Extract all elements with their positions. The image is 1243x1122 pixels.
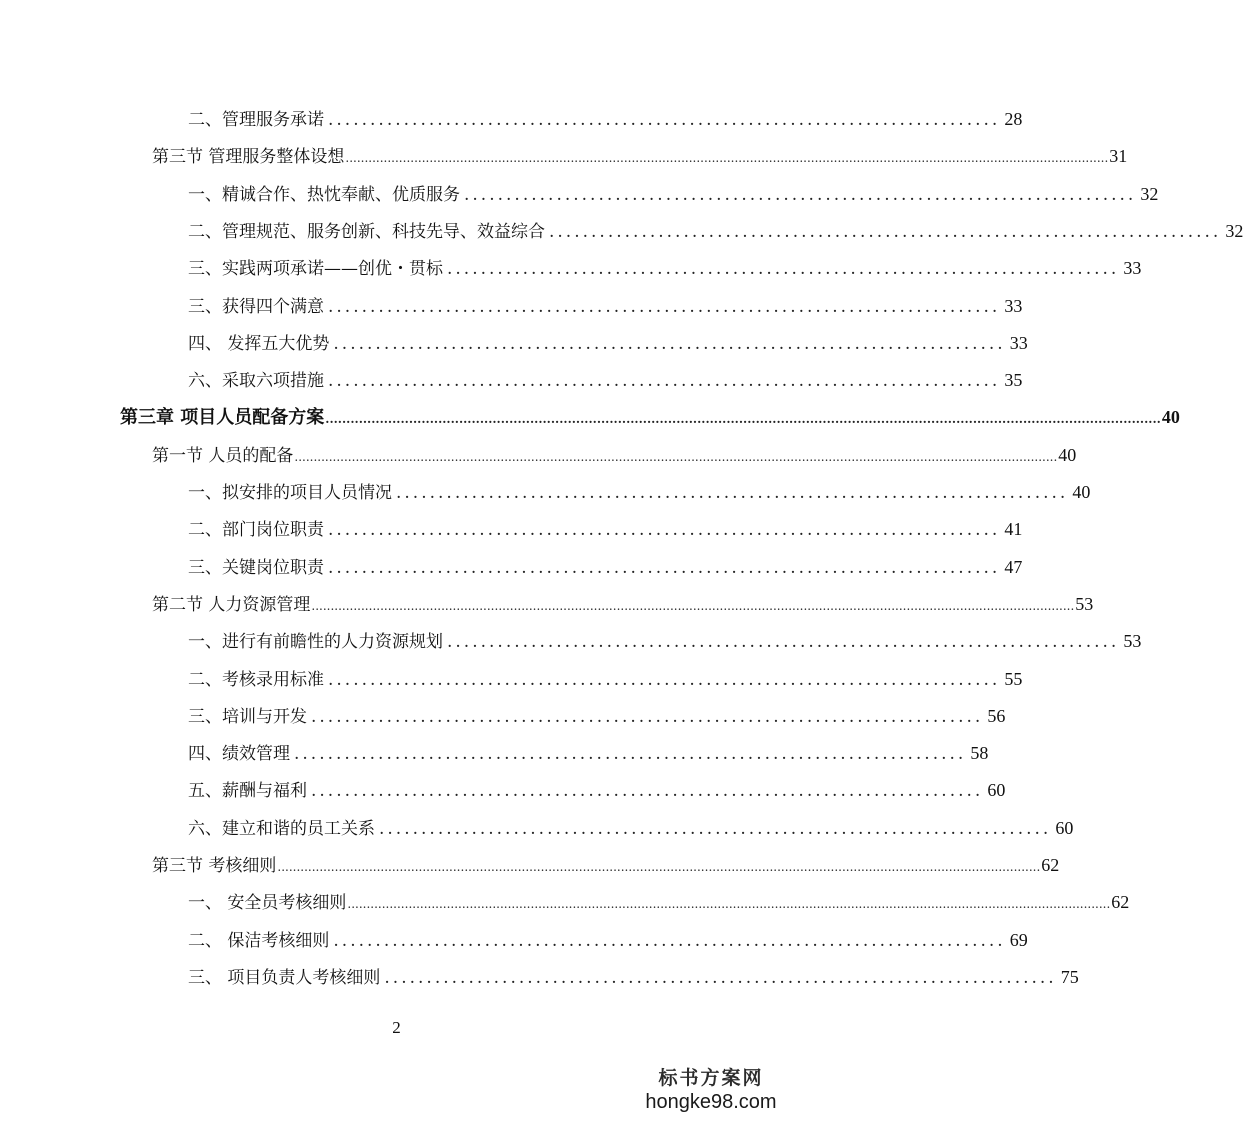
- toc-entry-title: 六、建立和谐的员工关系: [188, 818, 375, 839]
- toc-dot-leader: ........................................................................................................................................................................................................: [345, 151, 1109, 166]
- toc-page-number: 47: [1004, 556, 1023, 577]
- toc-subsection-entry[interactable]: [188, 962, 1079, 992]
- toc-dot-leader: ................................................................................: [464, 184, 1137, 205]
- toc-page-number: 41: [1004, 519, 1023, 540]
- toc-section-entry[interactable]: [152, 440, 1077, 470]
- toc-entry-title: 一、 安全员考核细则: [188, 893, 347, 914]
- toc-subsection-entry[interactable]: [188, 179, 1159, 209]
- toc-entry-title: 第三章 项目人员配备方案: [120, 407, 325, 429]
- toc-subsection-entry[interactable]: [188, 813, 1074, 843]
- page-number: 2: [392, 1018, 401, 1037]
- toc-dot-leader: ........................................................................................................................................................................................................: [294, 449, 1058, 464]
- toc-entry-title: 第三节 考核细则: [152, 856, 277, 876]
- toc-entry-title: 一、拟安排的项目人员情况: [188, 483, 392, 503]
- toc-page-number: 60: [987, 780, 1006, 801]
- toc-dot-leader: ................................................................................: [328, 669, 1001, 690]
- toc-dot-leader: ................................................................................: [294, 744, 967, 765]
- toc-page-number: 35: [1004, 370, 1023, 391]
- toc-entry-title: 二、部门岗位职责: [188, 520, 324, 541]
- toc-entry-title: 一、进行有前瞻性的人力资源规划: [188, 632, 443, 653]
- toc-page-number: 32: [1225, 220, 1243, 241]
- toc-subsection-entry[interactable]: [188, 552, 1023, 582]
- toc-entry-title: 一、精诚合作、热忱奉献、优质服务: [188, 184, 460, 205]
- toc-dot-leader: ................................................................................: [384, 967, 1057, 988]
- toc-subsection-entry[interactable]: [188, 328, 1028, 358]
- toc-dot-leader: ........................................................................................................................................................................................................: [277, 860, 1041, 874]
- toc-page-number: 62: [1111, 892, 1130, 913]
- toc-page-number: 75: [1060, 966, 1079, 987]
- toc-subsection-entry[interactable]: [188, 626, 1142, 656]
- toc-dot-leader: ................................................................................: [549, 221, 1222, 242]
- toc-subsection-entry[interactable]: [188, 514, 1023, 544]
- toc-dot-leader: ................................................................................: [447, 259, 1120, 280]
- toc-entry-title: 三、实践两项承诺——创优・贯标: [188, 259, 443, 280]
- toc-entry-title: 五、薪酬与福利: [188, 781, 307, 802]
- toc-entry-title: 第三节 管理服务整体设想: [152, 147, 345, 168]
- toc-entry-title: 二、考核录用标准: [188, 669, 324, 690]
- toc-page-number: 40: [1058, 444, 1077, 465]
- toc-page-number: 33: [1009, 332, 1028, 353]
- toc-entry-title: 三、获得四个满意: [188, 296, 324, 317]
- toc-subsection-entry[interactable]: [188, 216, 1243, 246]
- toc-entry-title: 第一节 人员的配备: [152, 445, 294, 466]
- toc-dot-leader: ................................................................................: [311, 706, 984, 727]
- toc-page-number: 53: [1075, 593, 1094, 614]
- toc-page-number: 28: [1004, 109, 1023, 129]
- toc-entry-title: 三、关键岗位职责: [188, 557, 324, 578]
- watermark-logo: [641, 1066, 781, 1114]
- toc-subsection-entry[interactable]: [188, 738, 989, 768]
- watermark-text: 标书方案网: [658, 1067, 764, 1089]
- toc-subsection-entry[interactable]: [188, 887, 1130, 917]
- watermark-url: hongke98.com: [645, 1091, 777, 1113]
- toc-dot-leader: ................................................................................: [396, 483, 1069, 503]
- toc-dot-leader: ................................................................................: [328, 296, 1001, 317]
- toc-dot-leader: ................................................................................: [328, 110, 1001, 130]
- toc-dot-leader: ................................................................................: [379, 818, 1052, 839]
- toc-section-entry[interactable]: [152, 589, 1094, 619]
- toc-entry-title: 四、绩效管理: [188, 744, 290, 765]
- toc-dot-leader: ................................................................................: [447, 632, 1120, 653]
- toc-subsection-entry[interactable]: [188, 775, 1006, 805]
- toc-section-entry[interactable]: [152, 850, 1060, 880]
- toc-page-number: 69: [1009, 929, 1028, 950]
- toc-subsection-entry[interactable]: [188, 701, 1006, 731]
- toc-subsection-entry[interactable]: [188, 365, 1023, 395]
- toc-page-number: 62: [1041, 855, 1060, 875]
- toc-chapter-entry[interactable]: [120, 402, 1180, 432]
- toc-subsection-entry[interactable]: [188, 664, 1023, 694]
- toc-page-number: 55: [1004, 668, 1023, 689]
- toc-page-number: 58: [970, 743, 989, 764]
- toc-dot-leader: ................................................................................: [328, 557, 1001, 578]
- toc-dot-leader: ................................................................................: [328, 520, 1001, 541]
- toc-entry-title: 四、 发挥五大优势: [188, 333, 330, 354]
- toc-page-number: 60: [1055, 817, 1074, 838]
- toc-dot-leader: ................................................................................: [333, 333, 1006, 354]
- toc-dot-leader: ........................................................................................................................................................................................................: [311, 598, 1075, 613]
- toc-page-number: 33: [1004, 295, 1023, 316]
- toc-section-entry[interactable]: [152, 141, 1128, 171]
- toc-entry-title: 六、采取六项措施: [188, 371, 324, 392]
- toc-entry-title: 三、 项目负责人考核细则: [188, 967, 381, 988]
- toc-subsection-entry[interactable]: [188, 477, 1091, 507]
- toc-page-number: 40: [1072, 482, 1091, 502]
- toc-entry-title: 三、培训与开发: [188, 706, 307, 727]
- toc-subsection-entry[interactable]: [188, 104, 1023, 134]
- toc-subsection-entry[interactable]: [188, 291, 1023, 321]
- toc-page-number: 40: [1161, 407, 1180, 428]
- toc-subsection-entry[interactable]: [188, 925, 1028, 955]
- toc-page-number: 31: [1109, 146, 1128, 167]
- toc-dot-leader: ................................................................................: [328, 371, 1001, 392]
- toc-page-number: 32: [1140, 183, 1159, 204]
- toc-entry-title: 二、 保洁考核细则: [188, 930, 330, 951]
- toc-entry-title: 二、管理规范、服务创新、科技先导、效益综合: [188, 221, 545, 242]
- toc-entry-title: 第二节 人力资源管理: [152, 594, 311, 615]
- toc-dot-leader: ................................................................................: [311, 781, 984, 802]
- toc-dot-leader: ................................................................................: [333, 930, 1006, 951]
- toc-dot-leader: ........................................................................................................................................................................................................: [325, 412, 1161, 427]
- toc-page-number: 56: [987, 705, 1006, 726]
- toc-subsection-entry[interactable]: [188, 253, 1142, 283]
- toc-page-number: 33: [1123, 258, 1142, 279]
- toc-page-number: 53: [1123, 631, 1142, 652]
- toc-dot-leader: ........................................................................................................................................................................................................: [347, 897, 1111, 912]
- toc-entry-title: 二、管理服务承诺: [188, 110, 324, 130]
